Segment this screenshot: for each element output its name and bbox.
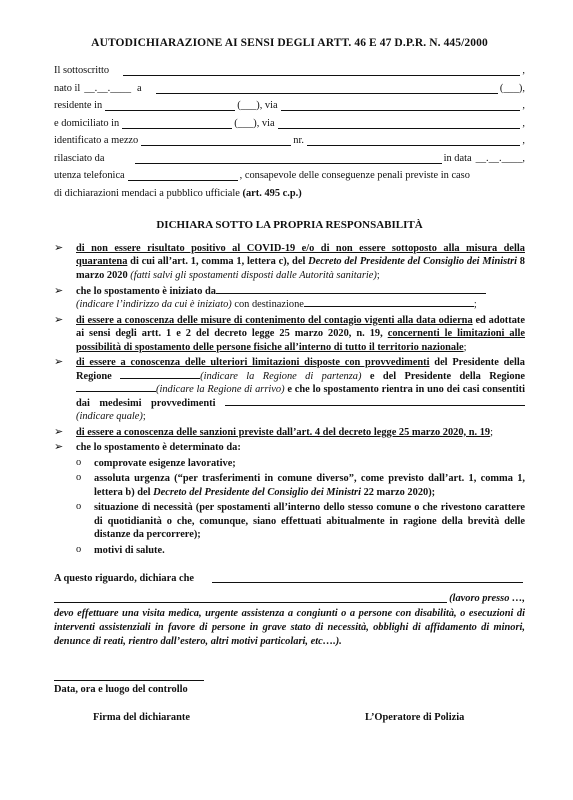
item-text bbox=[76, 242, 525, 283]
field-utenza[interactable] bbox=[54, 169, 525, 183]
field-identificato[interactable] bbox=[54, 134, 525, 148]
label-utenza: utenza telefonica bbox=[54, 170, 125, 182]
input-sottoscritto[interactable] bbox=[123, 74, 520, 76]
input-regione-arrivo[interactable] bbox=[76, 383, 156, 392]
punct: , bbox=[522, 152, 525, 164]
field-dichiara-che[interactable] bbox=[54, 571, 525, 585]
label-dichiara: A questo riguardo, dichiara che bbox=[54, 572, 194, 584]
text: di non essere risultato positivo al COVID-19 e/o di non essere sottoposto alla misura della quarantena bbox=[76, 242, 525, 268]
arrow-icon: ➢ bbox=[54, 313, 64, 326]
closing-body: devo effettuare una visita medica, urgente assistenza a congiunti o a persone con disabilità, o esecuzioni di interventi assistenziali in favore di persone in grave stato di necessità, obblighi di affidamento di minori, denunce di reati, rientro dall’estero, altri motivi particolari, etc….). bbox=[54, 608, 525, 647]
arrow-icon: ➢ bbox=[54, 441, 64, 454]
text: (indicare l’indirizzo da cui è iniziato) bbox=[76, 299, 232, 311]
signature-divider bbox=[54, 680, 204, 681]
option-urgenza[interactable] bbox=[76, 472, 525, 499]
text: ed adottate ai sensi degli artt. 1 e 2 del decreto legge 25 marzo 2020, n. 19, bbox=[76, 314, 525, 340]
text: 22 marzo 2020); bbox=[360, 486, 436, 498]
punct: , bbox=[522, 135, 525, 147]
text: ; bbox=[142, 411, 146, 423]
input-telefono[interactable] bbox=[128, 179, 238, 181]
text: Decreto del Presidente del Consiglio dei Ministri bbox=[153, 486, 361, 498]
label-firma-dichiarante: Firma del dichiarante bbox=[93, 712, 190, 723]
punct: , bbox=[522, 117, 525, 129]
field-residente[interactable] bbox=[54, 99, 525, 113]
option-lavoro[interactable] bbox=[76, 457, 525, 471]
option-text: situazione di necessità (per spostamenti all’interno dello stesso comune o che rivestono carattere di quotidianità o che, comunque, siano effettuati abitualmente in ragione della brevità delle distanze da percorrere); bbox=[94, 502, 525, 541]
list-item-covid[interactable] bbox=[54, 242, 525, 283]
text: ; bbox=[490, 426, 494, 438]
text: e del Presidente della Regione bbox=[361, 370, 525, 382]
arrow-icon: ➢ bbox=[54, 356, 64, 369]
input-prov-residenza[interactable]: (___) bbox=[237, 100, 260, 112]
label-in-data: in data bbox=[443, 152, 472, 164]
text: (fatti salvi gli spostamenti disposti dalle Autorità sanitarie) bbox=[130, 270, 377, 281]
input-provvedimento[interactable] bbox=[225, 397, 525, 406]
label-via: , via bbox=[259, 100, 278, 112]
label-domiciliato: e domiciliato in bbox=[54, 117, 120, 129]
item-text bbox=[76, 285, 525, 312]
page-title: AUTODICHIARAZIONE AI SENSI DEGLI ARTT. 46 E 47 D.P.R. N. 445/2000 bbox=[91, 37, 488, 49]
input-via-residenza[interactable] bbox=[281, 109, 521, 111]
input-rilasciato[interactable] bbox=[135, 162, 442, 164]
arrow-icon: ➢ bbox=[54, 241, 64, 254]
text: 8 marzo 2020 bbox=[76, 256, 525, 281]
list-item-spostamento[interactable] bbox=[54, 285, 525, 312]
input-regione-partenza[interactable] bbox=[120, 370, 200, 379]
label-identificato: identificato a mezzo bbox=[54, 135, 139, 147]
label-residente: residente in bbox=[54, 100, 103, 112]
label-nato-a: a bbox=[137, 82, 142, 94]
label-operatore-polizia: L’Operatore di Polizia bbox=[365, 712, 465, 723]
text: che lo spostamento è iniziato da bbox=[76, 285, 216, 297]
text: concernenti le limitazioni alle possibilità di spostamento delle persone fisiche all’interno di tutto il territorio nazionale bbox=[76, 328, 525, 353]
field-lavoro[interactable] bbox=[54, 591, 525, 605]
text: ; bbox=[463, 341, 467, 353]
text: e che lo spostamento rientra in uno dei casi consentiti dai medesimi provvedimenti bbox=[76, 384, 525, 409]
punct: ; bbox=[473, 299, 477, 311]
field-sottoscritto[interactable] bbox=[54, 64, 525, 78]
input-residenza[interactable] bbox=[105, 109, 235, 111]
circle-icon: o bbox=[76, 501, 82, 513]
list-item-determinato[interactable] bbox=[54, 441, 525, 455]
closing-section bbox=[54, 571, 525, 648]
input-domicilio[interactable] bbox=[122, 127, 232, 129]
circle-icon: o bbox=[76, 456, 82, 468]
text: assoluta urgenza (“per trasferimenti in comune diverso”, come previsto dall’art. 1, comma 1, lettera b) del bbox=[94, 473, 525, 498]
label-via: , via bbox=[256, 117, 275, 129]
text: di dichiarazioni mendaci a pubblico ufficiale bbox=[54, 187, 240, 199]
punct: , bbox=[522, 65, 525, 77]
label-nr: nr. bbox=[293, 135, 304, 147]
input-prov-nascita[interactable]: (___) bbox=[499, 82, 523, 94]
option-text bbox=[94, 472, 525, 499]
text: di cui all’art. 1, comma 1, lettera c), del bbox=[127, 256, 309, 268]
circle-icon: o bbox=[76, 543, 82, 555]
input-destinazione[interactable] bbox=[304, 298, 474, 307]
item-text bbox=[76, 314, 525, 355]
item-text bbox=[76, 426, 525, 440]
option-salute[interactable] bbox=[76, 544, 525, 558]
input-data-nascita[interactable]: __.__.____ bbox=[84, 82, 132, 94]
field-domiciliato[interactable] bbox=[54, 117, 525, 131]
label-sottoscritto: Il sottoscritto bbox=[54, 65, 110, 77]
option-necessita[interactable] bbox=[76, 501, 525, 542]
item-text bbox=[76, 356, 525, 424]
label-rilasciato: rilasciato da bbox=[54, 152, 105, 164]
input-dichiara[interactable] bbox=[212, 581, 523, 583]
label-nato-il: nato il bbox=[54, 82, 81, 94]
text: di essere a conoscenza delle ulteriori limitazioni disposte con provvedimenti bbox=[76, 357, 430, 369]
dichiarazioni-line bbox=[54, 187, 525, 201]
input-luogo-nascita[interactable] bbox=[156, 92, 498, 94]
list-item-conoscenza[interactable] bbox=[54, 314, 525, 355]
text: ; bbox=[376, 270, 380, 281]
input-data-rilascio[interactable]: __.__.____ bbox=[475, 152, 523, 164]
text: di essere a conoscenza delle misure di contenimento del contagio vigenti alla data odierna bbox=[76, 314, 473, 326]
arrow-icon: ➢ bbox=[54, 425, 64, 438]
text: del Presidente della Regione bbox=[76, 357, 525, 382]
punct: , bbox=[522, 100, 525, 112]
input-via-domicilio[interactable] bbox=[278, 127, 521, 129]
input-documento[interactable] bbox=[141, 144, 291, 146]
text: (indicare la Regione di partenza) bbox=[200, 370, 362, 382]
section-title: DICHIARA SOTTO LA PROPRIA RESPONSABILITÀ bbox=[156, 218, 423, 231]
list-item-sanzioni[interactable] bbox=[54, 426, 525, 440]
label-lavoro: (lavoro presso …, bbox=[449, 592, 525, 604]
input-prov-domicilio[interactable]: (___) bbox=[234, 117, 257, 129]
input-motivo[interactable] bbox=[54, 601, 447, 603]
field-nato[interactable] bbox=[54, 82, 525, 96]
text: di essere a conoscenza delle sanzioni previste dall’art. 4 del decreto legge 25 marzo 2020, n. 19 bbox=[76, 426, 491, 438]
text: con destinazione bbox=[231, 299, 304, 311]
field-rilasciato[interactable] bbox=[54, 152, 525, 166]
text: Decreto del Presidente del Consiglio dei Ministri bbox=[308, 256, 518, 268]
text-art495: (art. 495 c.p.) bbox=[242, 187, 302, 199]
list-item-ulteriori[interactable] bbox=[54, 356, 525, 424]
option-text: comprovate esigenze lavorative; bbox=[94, 457, 236, 469]
item-text: che lo spostamento è determinato da: bbox=[76, 442, 241, 454]
arrow-icon: ➢ bbox=[54, 284, 64, 297]
label-consapevole: , consapevole delle conseguenze penali previste in caso bbox=[239, 170, 470, 182]
text: (indicare la Regione di arrivo) bbox=[156, 384, 285, 396]
text: (indicare quale) bbox=[76, 411, 143, 423]
input-nr-documento[interactable] bbox=[307, 144, 520, 146]
option-text: motivi di salute. bbox=[94, 544, 165, 556]
input-inizio-spostamento[interactable] bbox=[216, 285, 486, 294]
label-data-luogo: Data, ora e luogo del controllo bbox=[54, 684, 188, 695]
circle-icon: o bbox=[76, 472, 82, 484]
punct: , bbox=[522, 82, 525, 94]
